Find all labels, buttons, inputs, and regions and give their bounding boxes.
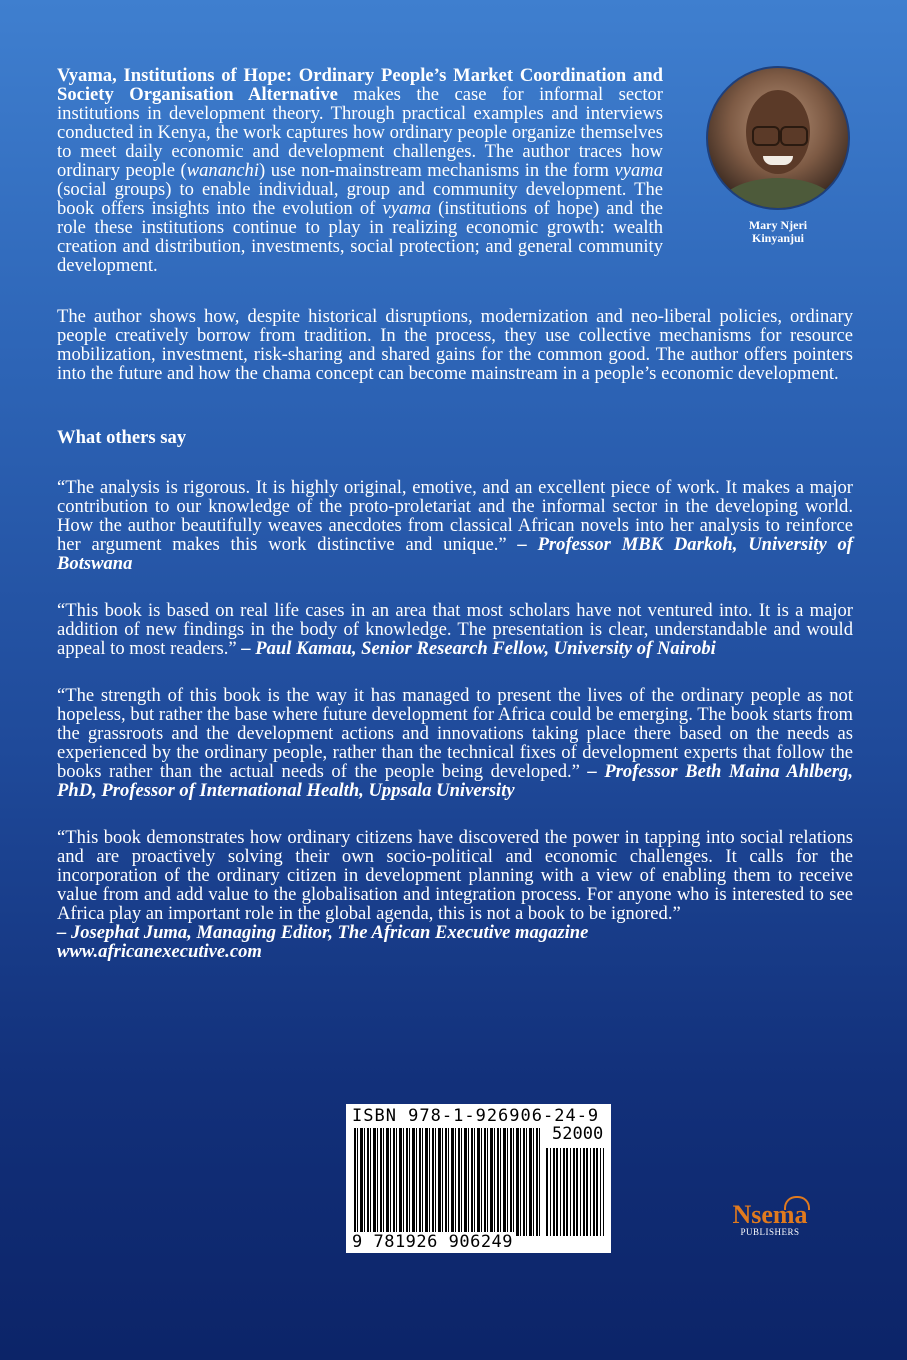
publisher-logo (710, 1200, 830, 1237)
back-cover-text (57, 66, 853, 961)
author-photo (706, 66, 850, 210)
price-barcode-bars (546, 1148, 604, 1236)
review-attribution: – Professor MBK Darkoh, University of Botswana (57, 534, 853, 574)
description-paragraph: The author shows how, despite historical disruptions, modernization and neo-liberal policies, ordinary people creatively borrow from tradition. In the process, they use collective mechanisms for resource mobilization, investment, risk-sharing and shared gains for the common good. The author offers pointers into the future and how the chama concept can become mainstream in a people’s economic development. (57, 306, 853, 384)
price-code: 52000 (552, 1124, 604, 1144)
review-attribution: – Josephat Juma, Managing Editor, The African Executive magazine (57, 922, 589, 943)
author-block (703, 66, 853, 245)
review-attribution: – Paul Kamau, Senior Research Fellow, University of Nairobi (241, 638, 716, 659)
sun-icon (784, 1196, 810, 1210)
barcode-digits: 9 781926 906249 (352, 1232, 514, 1252)
isbn-label: ISBN 978-1-926906-24-9 (352, 1106, 600, 1126)
reviews-heading: What others say (57, 427, 187, 448)
intro-paragraph: Vyama, Institutions of Hope: Ordinary People’s Market Coordination and Society Organisation Alternative makes the case for informal sector institutions in development theory. Through practical examples and interviews conducted in Kenya, the work captures how ordinary people organize themselves to meet daily economic and development challenges. The author traces how ordinary people (wananchi) use non-mainstream mechanisms in the form vyama (social groups) to enable individual, group and community development. The book offers insights into the evolution of vyama (institutions of hope) and the role these institutions continue to play in realizing economic growth: wealth creation and distribution, investments, social protection; and general community development. (57, 65, 663, 276)
review-attribution: – Professor Beth Maina Ahlberg, PhD, Professor of International Health, Uppsala University (57, 761, 853, 801)
review: “The analysis is rigorous. It is highly original, emotive, and an excellent piece of work. It makes a major contribution to our knowledge of the proto-proletariat and the informal sector in the developing world. How the author beautifully weaves anecdotes from classical African novels into her analysis to reinforce her argument makes this work distinctive and unique.” – Professor MBK Darkoh, University of Botswana (57, 477, 853, 574)
barcode-bars (354, 1128, 540, 1236)
publisher-name: Nsema (732, 1200, 808, 1229)
isbn-barcode (346, 1104, 611, 1253)
website-link: www.africanexecutive.com (57, 941, 262, 962)
author-name: Mary Njeri Kinyanjui (748, 218, 808, 245)
publisher-subtitle: PUBLISHERS (740, 1227, 800, 1237)
review: “This book demonstrates how ordinary citizens have discovered the power in tapping into social relations and are proactively solving their own socio-political and economic challenges. It calls for the incorporation of the ordinary citizen in development planning with a view of enabling them to receive value from and add value to the globalisation and integration process. For anyone who is interested to see Africa play an important role in the global agenda, this is not a book to be ignored.” – Josephat Juma, Managing Editor, The African Executive magazine www.africanexecutive.com (57, 827, 853, 962)
review: “This book is based on real life cases in an area that most scholars have not ventured into. It is a major addition of new findings in the body of knowledge. The presentation is clear, understandable and would appeal to most readers.” – Paul Kamau, Senior Research Fellow, University of Nairobi (57, 600, 853, 659)
review: “The strength of this book is the way it has managed to present the lives of the ordinary people as not hopeless, but rather the base where future development for Africa could be emerging. The book starts from the grassroots and the development actions and innovations taking place there based on the needs as experienced by the ordinary people, rather than the technical fixes of development experts that follow the books rather than the actual needs of the people being developed.” – Professor Beth Maina Ahlberg, PhD, Professor of International Health, Uppsala University (57, 685, 853, 801)
book-title: Vyama, Institutions of Hope: Ordinary People’s Market Coordination and Society Organisation Alternative (57, 65, 663, 105)
